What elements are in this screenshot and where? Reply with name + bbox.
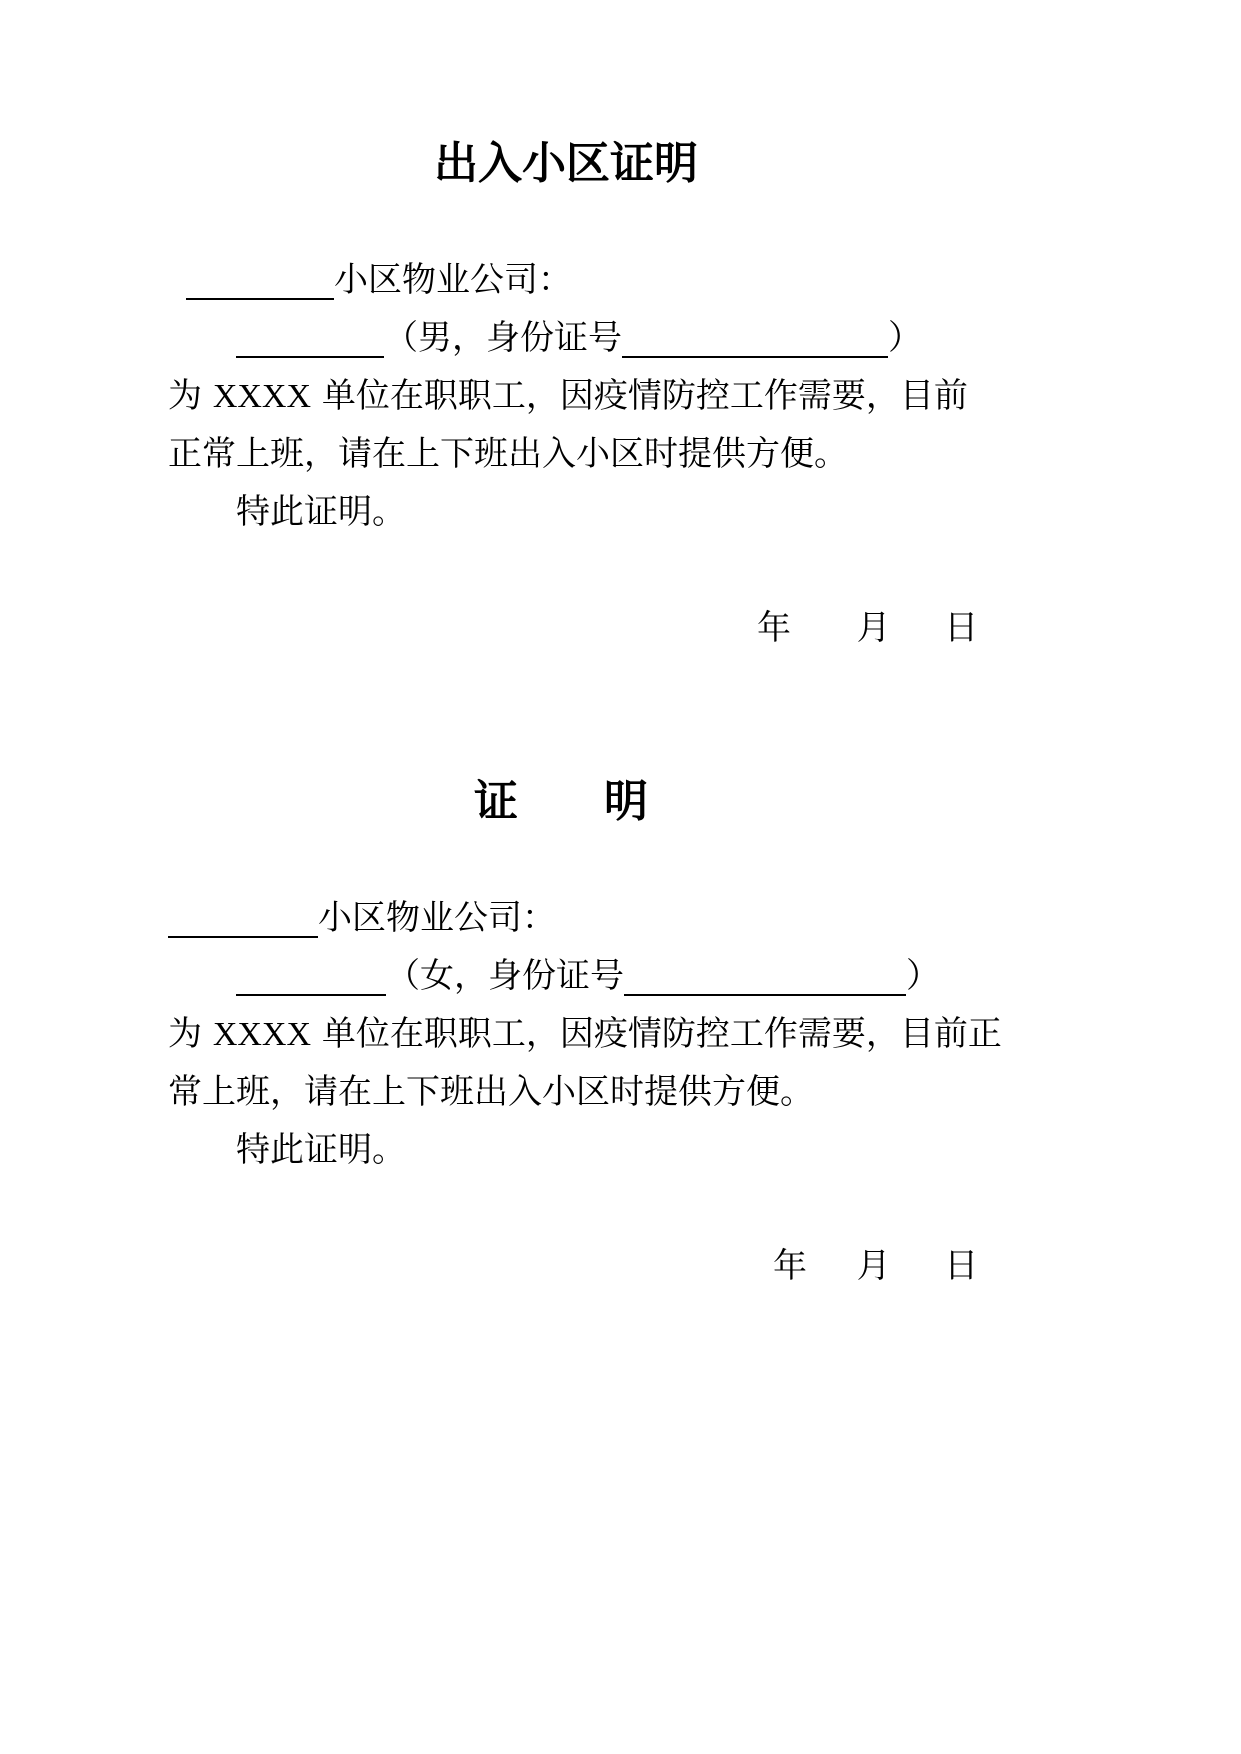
- date-day: 日: [944, 608, 979, 648]
- certificate-2-date-line: [773, 1246, 978, 1286]
- date-day: 日: [944, 1246, 979, 1286]
- addressee-suffix: 小区物业公司：: [318, 898, 556, 938]
- community-name-blank: [168, 898, 318, 938]
- certificate-1-body-line-2: 正常上班，请在上下班出入小区时提供方便。: [168, 434, 848, 474]
- certificate-1-id-line: [236, 318, 922, 358]
- date-month: 月: [856, 1246, 891, 1286]
- body-text: 为: [168, 1014, 202, 1054]
- person-name-blank: [236, 956, 386, 996]
- date-year: 年: [773, 1246, 807, 1286]
- body-text: 单位在职职工，因疫情防控工作需要，目前: [321, 376, 968, 416]
- certificate-2-closing: 特此证明。: [236, 1130, 406, 1170]
- person-name-blank: [236, 318, 384, 358]
- certificate-2-body-line-2: 常上班，请在上下班出入小区时提供方便。: [168, 1072, 814, 1112]
- date-year: 年: [757, 608, 791, 648]
- id-number-blank: [624, 956, 906, 996]
- id-line-close: ）: [906, 956, 940, 996]
- community-name-blank: [186, 260, 334, 300]
- body-text: 为: [168, 376, 202, 416]
- certificate-1-date-line: [757, 608, 978, 648]
- certificate-2-body-line-1: [168, 1014, 1002, 1054]
- id-line-prefix: （女，身份证号: [386, 956, 624, 996]
- id-line-prefix: （男，身份证号: [384, 318, 622, 358]
- employer-placeholder: XXXX: [212, 1016, 312, 1053]
- certificate-2-id-line: [236, 956, 940, 996]
- certificate-1-title: 出入小区证明: [434, 138, 698, 189]
- certificate-2-addressee-line: [168, 898, 556, 938]
- addressee-suffix: 小区物业公司：: [334, 260, 572, 300]
- body-text: 单位在职职工，因疫情防控工作需要，目前正: [321, 1014, 1002, 1054]
- employer-placeholder: XXXX: [212, 378, 312, 415]
- id-line-close: ）: [888, 318, 922, 358]
- id-number-blank: [622, 318, 888, 358]
- certificate-1-addressee-line: [186, 260, 572, 300]
- date-month: 月: [856, 608, 891, 648]
- certificate-2-title: 证 明: [474, 776, 648, 827]
- certificate-1-closing: 特此证明。: [236, 492, 406, 532]
- certificate-1-body-line-1: [168, 376, 968, 416]
